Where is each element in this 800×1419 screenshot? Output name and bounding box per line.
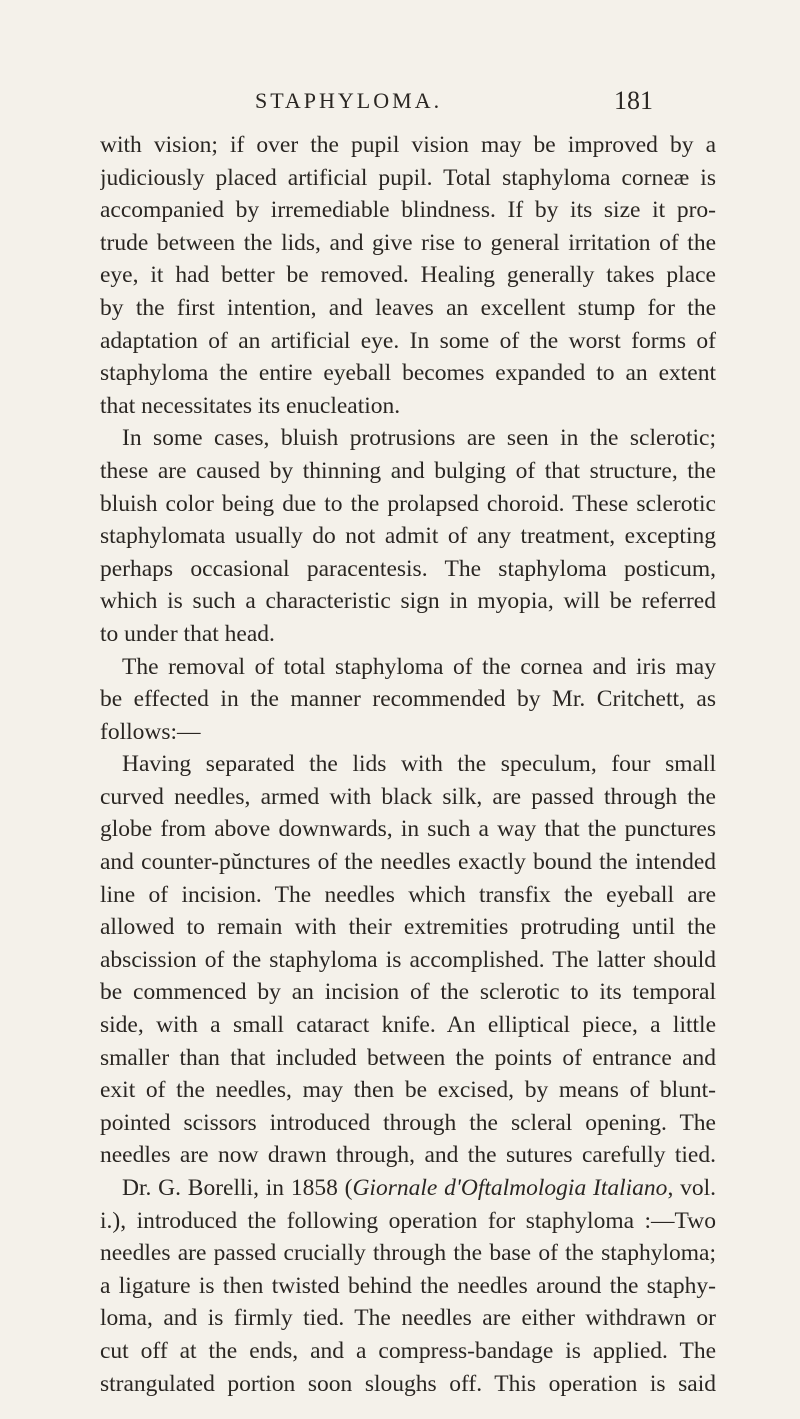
text-line: side, with a small cataract knife. An elliptical piece, a little (100, 1012, 716, 1039)
text-line: judiciously placed artificial pupil. Total staphyloma corneæ is (100, 164, 716, 191)
running-title: STAPHYLOMA. (255, 88, 443, 113)
text-line: and counter-pŭnctures of the needles exactly bound the intended (100, 849, 716, 876)
text-line: loma, and is firmly tied. The needles are either withdrawn or (100, 1305, 716, 1332)
text-line: In some cases, bluish protrusions are seen in the sclerotic; (122, 425, 716, 452)
text-line: The removal of total staphyloma of the cornea and iris may (122, 653, 716, 680)
text-line: cut off at the ends, and a compress-bandage is applied. The (100, 1337, 716, 1364)
text-line: smaller than that included between the points of entrance and (100, 1044, 716, 1071)
text-line: bluish color being due to the prolapsed choroid. These sclerotic (100, 490, 716, 517)
text-line: abscission of the staphyloma is accomplished. The latter should (100, 946, 716, 973)
text-line: by the first intention, and leaves an excellent stump for the (100, 294, 716, 321)
text-line: staphylomata usually do not admit of any treatment, excepting (100, 523, 716, 550)
text-line: exit of the needles, may then be excised, by means of blunt- (100, 1077, 716, 1104)
text-line: staphyloma the entire eyeball becomes expanded to an extent (100, 360, 716, 387)
text-line: eye, it had better be removed. Healing generally takes place (100, 262, 716, 289)
text-line: which is such a characteristic sign in myopia, will be referred (100, 588, 716, 615)
text-line: Dr. G. Borelli, in 1858 (Giornale d'Oftalmologia Italiano, vol. (122, 1175, 716, 1201)
text-line: trude between the lids, and give rise to general irritation of the (100, 229, 716, 256)
text-line: a ligature is then twisted behind the needles around the staphy- (100, 1272, 716, 1299)
text-line: globe from above downwards, in such a way that the punctures (100, 816, 716, 843)
text-line: be effected in the manner recommended by Mr. Critchett, as (100, 686, 716, 713)
text-line: needles are now drawn through, and the sutures carefully tied. (100, 1142, 716, 1169)
text-line: to under that head. (100, 620, 275, 647)
text-line: curved needles, armed with black silk, are passed through the (100, 783, 716, 810)
text-line: follows:— (100, 718, 201, 745)
text-line: be commenced by an incision of the sclerotic to its temporal (100, 979, 716, 1006)
text-line: needles are passed crucially through the base of the staphyloma; (100, 1240, 716, 1267)
text-line: allowed to remain with their extremities protruding until the (100, 914, 716, 941)
text-line: these are caused by thinning and bulging of that structure, the (100, 457, 716, 484)
text-line: strangulated portion soon sloughs off. This operation is said (100, 1370, 716, 1397)
text-line: that necessitates its enucleation. (100, 392, 401, 419)
text-line: Having separated the lids with the speculum, four small (122, 751, 716, 778)
text-line: with vision; if over the pupil vision may be improved by a (100, 132, 716, 158)
text-line: adaptation of an artificial eye. In some of the worst forms of (100, 327, 716, 354)
text-line: accompanied by irremediable blindness. If by its size it pro- (100, 197, 716, 224)
page-number: 181 (614, 86, 653, 115)
body-text (100, 129, 716, 1400)
text-line: perhaps occasional paracentesis. The staphyloma posticum, (100, 555, 716, 582)
text-line: i.), introduced the following operation for staphyloma :—Two (100, 1207, 716, 1234)
text-line: pointed scissors introduced through the scleral opening. The (100, 1109, 716, 1136)
journal-title: Giornale d'Oftalmologia Italiano (352, 1175, 668, 1201)
running-header (0, 88, 800, 118)
text-line: line of incision. The needles which transfix the eyeball are (100, 881, 716, 908)
